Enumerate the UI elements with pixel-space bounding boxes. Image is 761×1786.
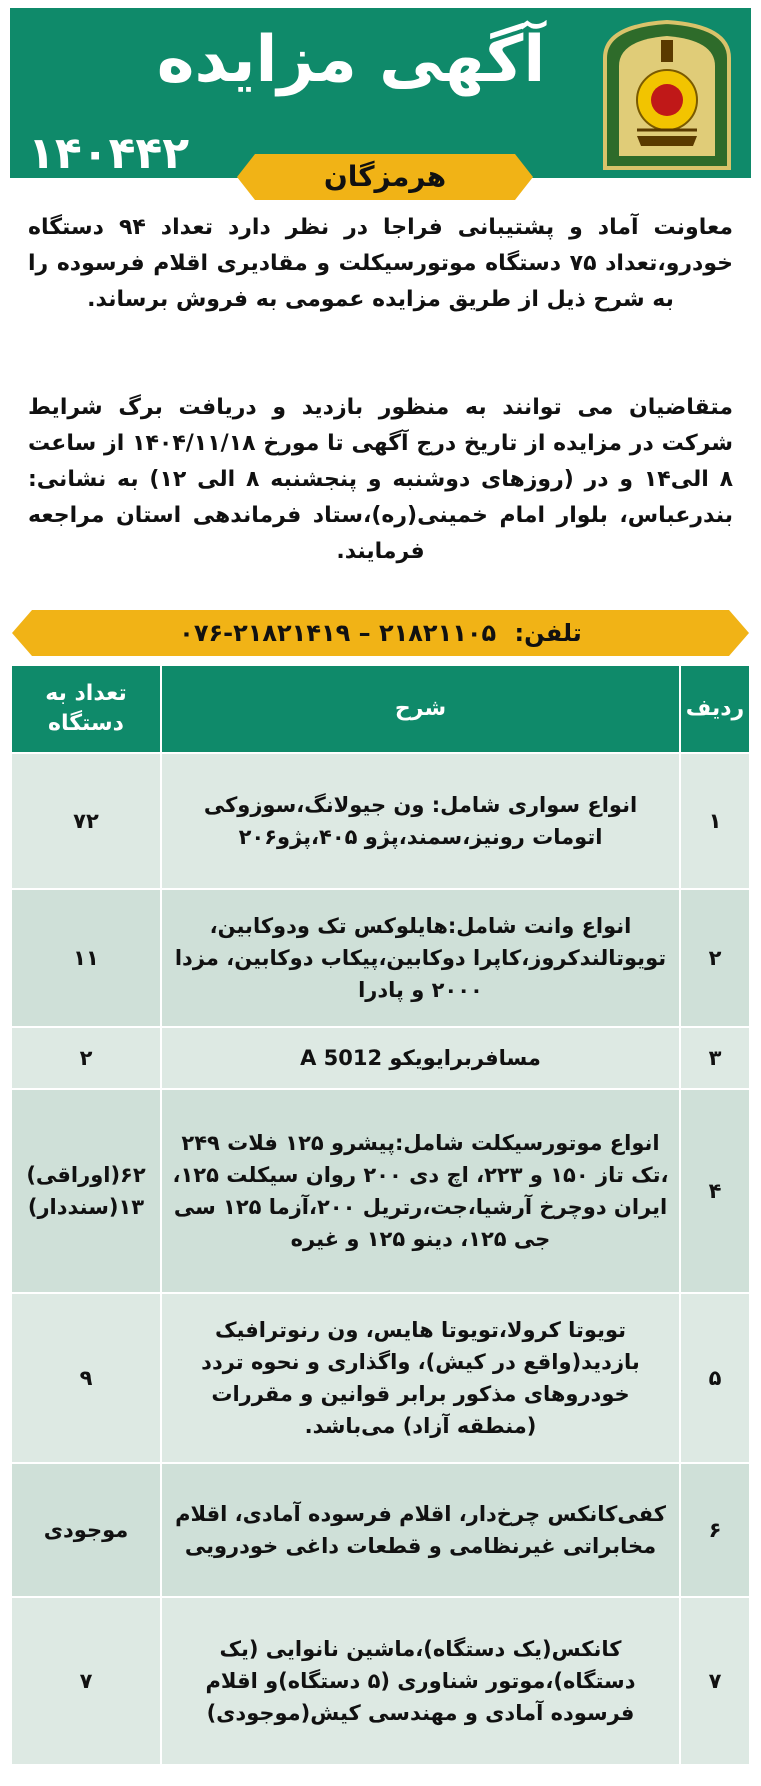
row-count: موجودی — [11, 1463, 161, 1597]
items-table — [10, 664, 751, 1766]
intro-paragraph: معاونت آماد و پشتیبانی فراجا در نظر دارد تعداد ۹۴ دستگاه خودرو،تعداد ۷۵ دستگاه موتورسیکلت و مقادیری اقلام فرسوده را به شرح ذیل از طریق مزایده عمومی به فروش برساند. — [28, 215, 734, 312]
table-row — [11, 889, 750, 1027]
table-row — [11, 753, 750, 889]
phone-label: تلفن: — [514, 619, 582, 647]
row-description: کانکس(یک دستگاه)،ماشین نانوایی (یک دستگاه)،موتور شناوری (۵ دستگاه)و اقلام فرسوده آمادی و مهندسی کیش(موجودی) — [161, 1597, 680, 1765]
table-row — [11, 1089, 750, 1293]
row-count: ۷ — [11, 1597, 161, 1765]
row-description: انواع سواری شامل: ون جیولانگ،سوزوکی اتومات رونیز،سمند،پژو ۴۰۵،پژو۲۰۶ — [161, 753, 680, 889]
row-number: ۷ — [680, 1597, 750, 1765]
row-description: انواع موتورسیکلت شامل:پیشرو ۱۲۵ فلات ۲۴۹ ،تک تاز ۱۵۰ و ۲۲۳، اچ دی ۲۰۰ روان سیکلت ۱۲۵، ایران دوچرخ آرشیا،جت،رتریل ۲۰۰،آزما ۱۲۵ سی جی ۱۲۵، دینو ۱۲۵ و غیره — [161, 1089, 680, 1293]
row-count: ۶۲(اوراقی) ۱۳(سنددار) — [11, 1089, 161, 1293]
phone-row — [10, 608, 751, 658]
header-row-number: ردیف — [680, 665, 750, 753]
row-number: ۳ — [680, 1027, 750, 1089]
conditions-paragraph: متقاضیان می توانند به منظور بازدید و دریافت برگ شرایط شرکت در مزایده از تاریخ درج آگهی تا مورخ ۱۴۰۴/۱۱/۱۸ از ساعت ۸ الی۱۴ و در (روزهای دوشنبه و پنجشنبه ۸ الی ۱۲) به نشانی: بندرعباس، بلوار امام خمینی(ره)،ستاد فرماندهی استان مراجعه فرمایند. — [28, 395, 733, 564]
ad-number: ۱۴۰۴۴۲ — [28, 128, 190, 179]
province-banner — [235, 152, 535, 202]
row-number: ۴ — [680, 1089, 750, 1293]
notice-title: آگهی مزایده — [156, 23, 546, 97]
table-row — [11, 1597, 750, 1765]
table-row — [11, 1463, 750, 1597]
header-description: شرح — [161, 665, 680, 753]
row-count: ۲ — [11, 1027, 161, 1089]
row-number: ۵ — [680, 1293, 750, 1463]
row-description: تویوتا کرولا،تویوتا هایس، ون رنوترافیک بازدید(واقع در کیش)، واگذاری و نحوه تردد خودروهای مذکور برابر قوانین و مقررات (منطقه آزاد) می‌باشد. — [161, 1293, 680, 1463]
row-count: ۱۱ — [11, 889, 161, 1027]
row-description: مسافربرایویکو A 5012 — [161, 1027, 680, 1089]
row-count: ۷۲ — [11, 753, 161, 889]
row-description: انواع وانت شامل:هایلوکس تک ودوکابین، تویوتالندکروز،کاپرا دوکابین،پیکاب دوکابین، مزدا ۲۰۰۰ و پادرا — [161, 889, 680, 1027]
table-row — [11, 1293, 750, 1463]
row-number: ۶ — [680, 1463, 750, 1597]
province-name: هرمزگان — [323, 160, 447, 193]
table-row — [11, 1027, 750, 1089]
phone-banner — [10, 608, 751, 658]
phone-numbers: ۰۷۶-۲۱۸۲۱۴۱۹ – ۲۱۸۲۱۱۰۵ — [179, 619, 497, 647]
row-number: ۱ — [680, 753, 750, 889]
police-emblem-icon — [597, 18, 737, 176]
row-count: ۹ — [11, 1293, 161, 1463]
row-number: ۲ — [680, 889, 750, 1027]
table-header-row — [11, 665, 750, 753]
header-count: تعداد به دستگاه — [11, 665, 161, 753]
row-description: کفی‌کانکس چرخ‌دار، اقلام فرسوده آمادی، اقلام مخابراتی غیرنظامی و قطعات داغی خودرویی — [161, 1463, 680, 1597]
